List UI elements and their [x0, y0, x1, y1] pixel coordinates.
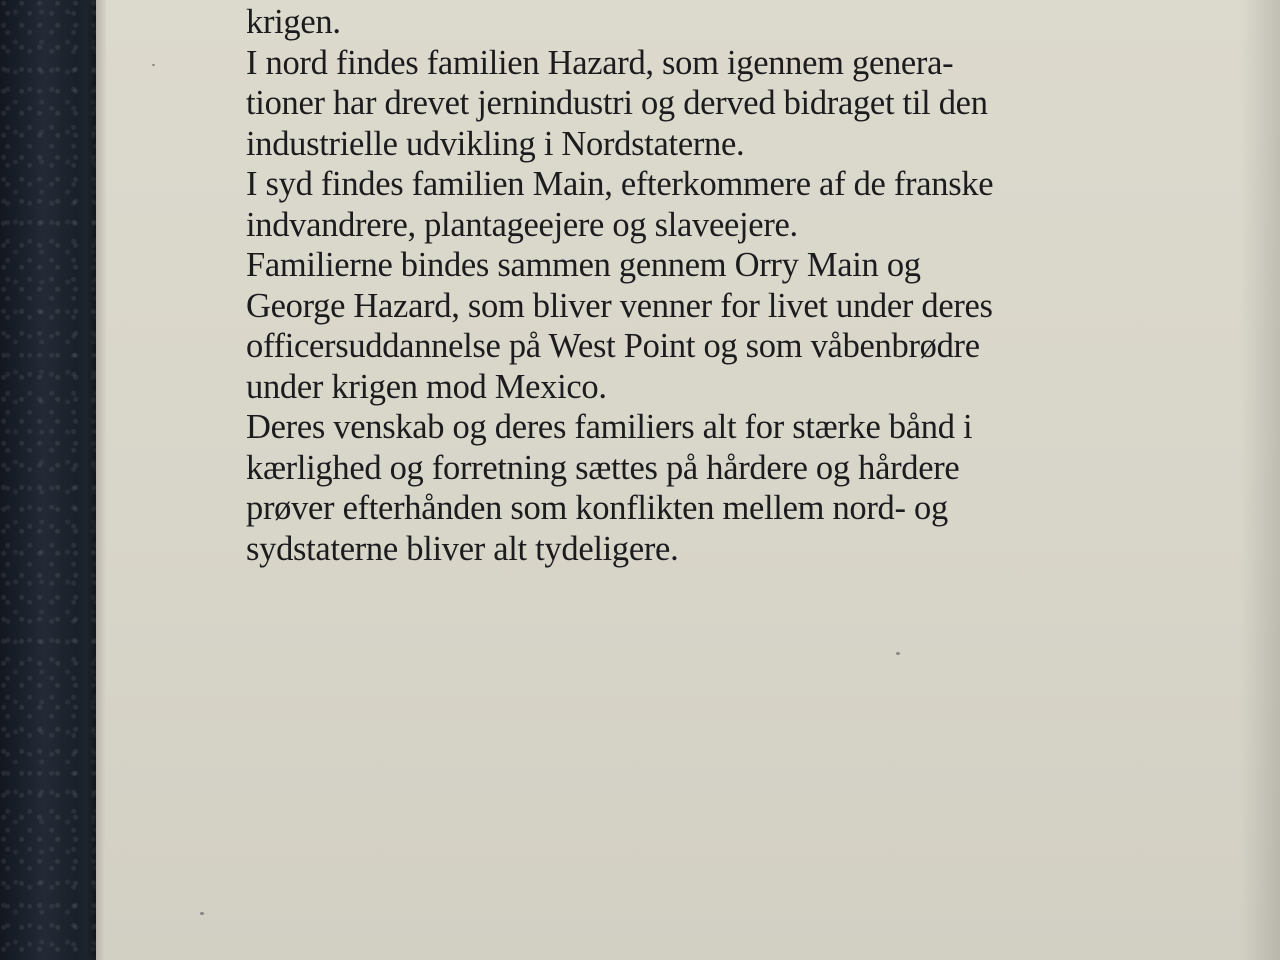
- text-line: prøver efterhånden som konflikten mellem nord- og: [246, 489, 948, 527]
- paper-speck: [896, 652, 900, 655]
- text-line: I nord findes familien Hazard, som igennem genera-: [246, 43, 954, 82]
- text-line: sydstaterne bliver alt tydeligere.: [246, 529, 679, 568]
- book-text: [246, 2, 1166, 569]
- leather-background: [0, 0, 110, 960]
- page-shadow: [1240, 0, 1280, 960]
- text-line: Familierne bindes sammen gennem Orry Main og: [246, 246, 921, 284]
- text-line: industrielle udvikling i Nordstaterne.: [246, 124, 745, 163]
- page-edge: [96, 0, 106, 960]
- text-line: indvandrere, plantageejere og slaveejere.: [246, 205, 798, 244]
- paper-speck: [200, 912, 204, 915]
- text-line: officersuddannelse på West Point og som våbenbrødre: [246, 327, 980, 365]
- paper-speck: [152, 64, 155, 66]
- text-line: under krigen mod Mexico.: [246, 367, 607, 406]
- text-line: I syd findes familien Main, efterkommere af de franske: [246, 165, 994, 203]
- text-line: kærlighed og forretning sættes på hårdere og hårdere: [246, 448, 960, 487]
- text-line: tioner har drevet jernindustri og derved bidraget til den: [246, 84, 988, 122]
- text-line: George Hazard, som bliver venner for livet under deres: [246, 286, 993, 325]
- text-line: Deres venskab og deres familiers alt for stærke bånd i: [246, 408, 973, 446]
- text-line: krigen.: [246, 3, 341, 41]
